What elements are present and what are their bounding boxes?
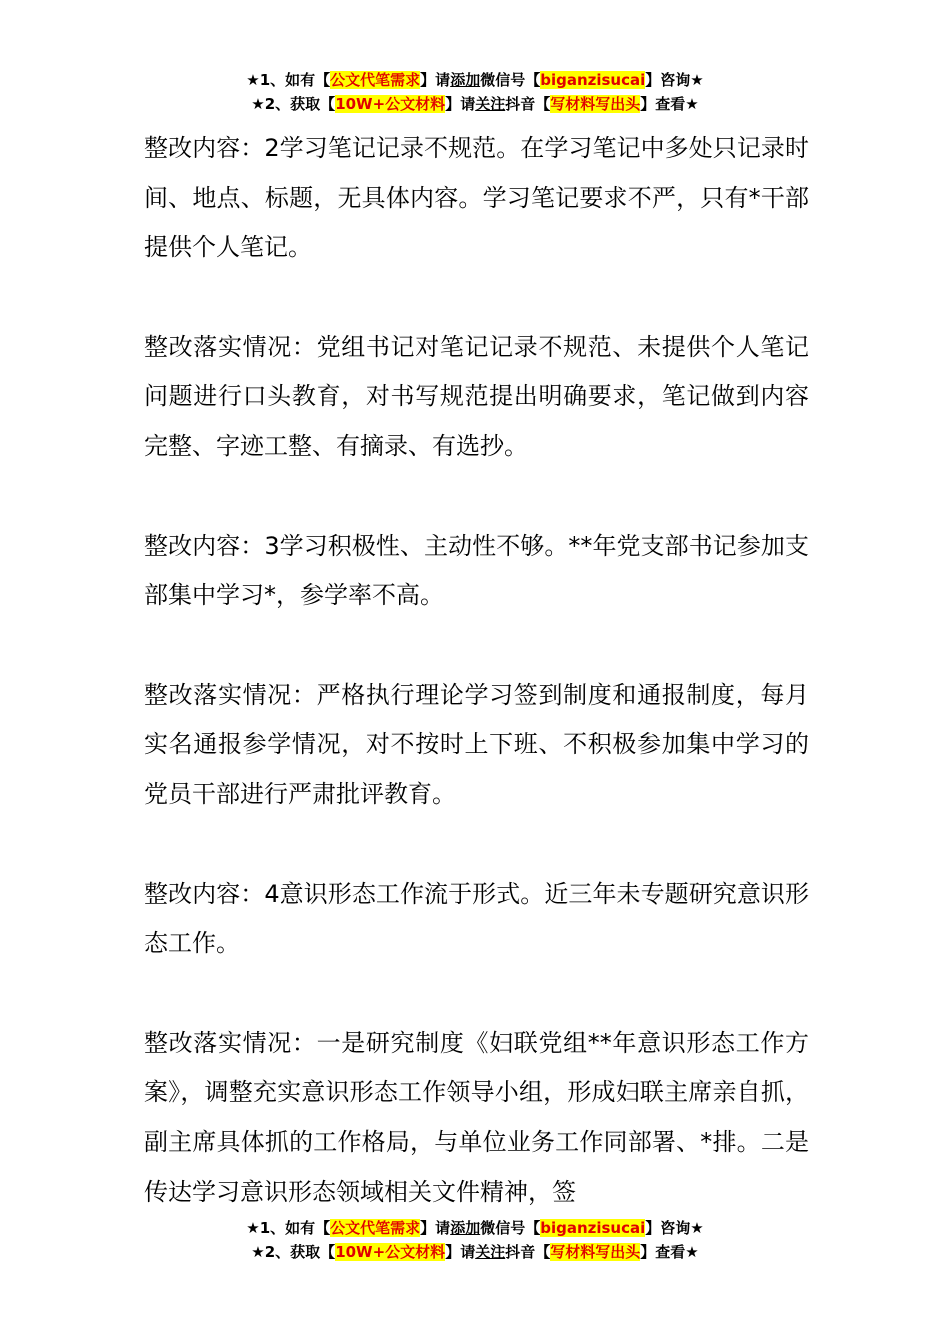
promo-highlight: 写材料写出头 bbox=[550, 1243, 641, 1261]
promo-highlight: biganzisucai bbox=[540, 1219, 646, 1237]
promo-underlined: 添加 bbox=[450, 71, 481, 89]
promo-text: ★1、如有【 bbox=[246, 1219, 331, 1237]
promo-highlight: 10W+公文材料 bbox=[335, 95, 446, 113]
promo-text: ★1、如有【 bbox=[246, 71, 331, 89]
promo-line-2 bbox=[0, 1240, 950, 1264]
bottom-promo-banner bbox=[0, 1216, 950, 1264]
promo-text: ★2、获取【 bbox=[251, 1243, 336, 1261]
promo-underlined: 关注 bbox=[475, 1243, 506, 1261]
promo-line-2 bbox=[0, 92, 950, 116]
promo-highlight: 公文代笔需求 bbox=[330, 1219, 421, 1237]
promo-line-1 bbox=[0, 1216, 950, 1240]
paragraph: 整改落实情况：严格执行理论学习签到制度和通报制度，每月实名通报参学情况，对不按时上下班、不积极参加集中学习的党员干部进行严肃批评教育。 bbox=[144, 680, 809, 808]
paragraph: 整改内容：4意识形态工作流于形式。近三年未专题研究意识形态工作。 bbox=[144, 879, 809, 958]
promo-highlight: 10W+公文材料 bbox=[335, 1243, 446, 1261]
promo-text: 】请 bbox=[445, 95, 476, 113]
promo-text: 】请 bbox=[445, 1243, 476, 1261]
paragraph: 整改内容：3学习积极性、主动性不够。**年党支部书记参加支部集中学习*，参学率不高。 bbox=[144, 531, 809, 610]
promo-highlight: biganzisucai bbox=[540, 71, 646, 89]
promo-text: 】请 bbox=[420, 1219, 451, 1237]
promo-text: 】咨询★ bbox=[645, 1219, 704, 1237]
promo-text: 微信号【 bbox=[480, 1219, 541, 1237]
promo-text: ★2、获取【 bbox=[251, 95, 336, 113]
promo-text: 微信号【 bbox=[480, 71, 541, 89]
paragraph: 整改内容：2学习笔记记录不规范。在学习笔记中多处只记录时间、地点、标题，无具体内容。学习笔记要求不严，只有*干部提供个人笔记。 bbox=[144, 134, 809, 262]
promo-underlined: 添加 bbox=[450, 1219, 481, 1237]
paragraph: 整改落实情况：一是研究制度《妇联党组**年意识形态工作方案》，调整充实意识形态工作领导小组，形成妇联主席亲自抓，副主席具体抓的工作格局，与单位业务工作同部署、*排。二是传达学习意识形态领域相关文件精神，签 bbox=[144, 1028, 809, 1206]
promo-text: 】请 bbox=[420, 71, 451, 89]
promo-text: 】咨询★ bbox=[645, 71, 704, 89]
top-promo-banner bbox=[0, 68, 950, 116]
promo-text: 抖音【 bbox=[505, 95, 551, 113]
promo-text: 】查看★ bbox=[640, 1243, 699, 1261]
promo-text: 】查看★ bbox=[640, 95, 699, 113]
document-body bbox=[144, 124, 809, 1267]
paragraph: 整改落实情况：党组书记对笔记记录不规范、未提供个人笔记问题进行口头教育，对书写规范提出明确要求，笔记做到内容完整、字迹工整、有摘录、有选抄。 bbox=[144, 332, 809, 460]
promo-underlined: 关注 bbox=[475, 95, 506, 113]
promo-highlight: 写材料写出头 bbox=[550, 95, 641, 113]
promo-line-1 bbox=[0, 68, 950, 92]
promo-text: 抖音【 bbox=[505, 1243, 551, 1261]
promo-highlight: 公文代笔需求 bbox=[330, 71, 421, 89]
